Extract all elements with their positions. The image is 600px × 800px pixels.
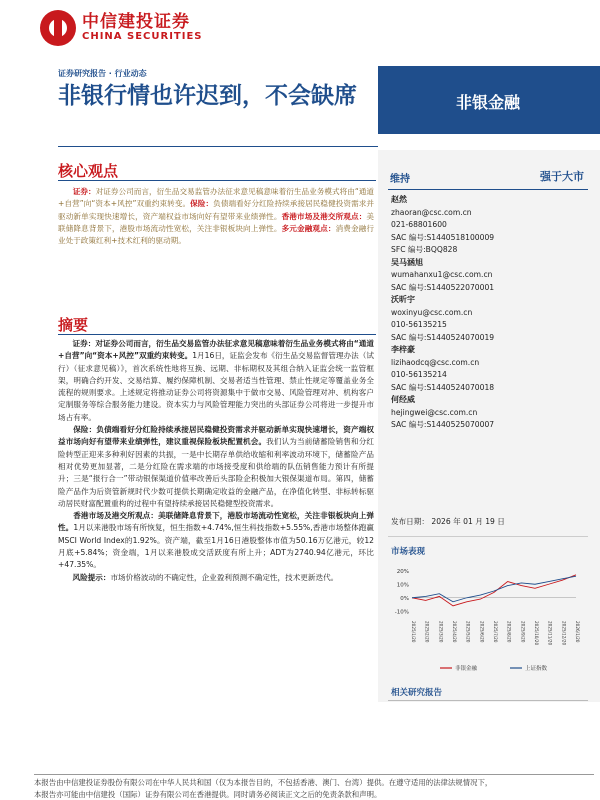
divider — [58, 334, 376, 335]
core-label-hk: 香港市场及港交所观点： — [281, 211, 367, 221]
analyst-name: 赵然 — [391, 195, 407, 204]
core-text-diversified: 消费金融行业处于政策红利+技术红利的驱动期。 — [58, 223, 375, 246]
x-tick-label: 2025/3/20 — [438, 621, 444, 643]
disclaimer-line: 本报告亦可能由中信建投（国际）证券有限公司在香港提供。同时请务必阅读正文之后的免责条款和声明。 — [34, 790, 382, 799]
core-label-diversified: 多元金融观点： — [281, 223, 336, 233]
y-tick-label: 20% — [396, 568, 409, 575]
market-performance-chart — [380, 556, 580, 676]
breadcrumb: 证券研究报告 · 行业动态 — [58, 69, 147, 78]
summary-insurance-lead: 保险：负债端看好分红险持续承接居民稳健投资需求并驱动新单实现快速增长，资产端权益市场向好有望带来业绩弹性，建议重视保险板块配置机会。 — [58, 425, 374, 447]
analyst-block — [391, 194, 591, 257]
summary-hk-text: 1月以来港股市场有所恢复，恒生指数+4.74%,恒生科技指数+5.55%,香港市场整体跑赢MSCI World Index的1.92%。资产端，截至1月16日港股整体市值为50.16万亿港元，较12月底+5.84%；资金端，1月以来港股成交活跃度有所上升；ADT为2740.94亿港元，环比+47.35%。 — [58, 523, 374, 570]
analyst-block — [391, 257, 591, 295]
analyst-phone: 010-56135215 — [391, 320, 447, 329]
core-views-heading: 核心观点 — [58, 162, 119, 180]
analyst-sac: SAC 编号:S1440524070018 — [391, 382, 495, 392]
core-views-body — [58, 186, 374, 247]
brand-logo — [40, 8, 240, 48]
x-tick-label: 2025/7/20 — [493, 621, 498, 643]
summary-risk-text: 市场价格波动的不确定性，企业盈利预测不确定性，技术更新迭代。 — [110, 572, 339, 582]
summary-insurance-text: 我们认为当前储蓄险销售和分红险转型正迎来多种利好因素的共振，一是中长期存单供给收缩和利率波动环境下，储蓄险产品相对优势更加显著，二是分红险在需求端的市场接受度和供给端的队伍销售能力预计有所提升；三是“报行合一”带动银保渠道价值率改善后头部险企积极加大银保渠道布局。第四，储蓄险产品作为后资管新规时代少数可提供长期确定收益的金融产品，在净值化转型、非标转标驱动居民财富配置重构的过程中有望持续承接居民稳健型投资需求。 — [58, 437, 374, 508]
core-text-securities: 对证券公司而言，衍生品交易监管办法征求意见稿意味着衍生品业务模式将由“通道+自营”向“资本+风控”双重约束转变。 — [58, 187, 375, 209]
rating-value: 强于大市 — [540, 170, 584, 183]
core-text-insurance: 负债端看好分红险持续承接居民稳健投资需求并驱动新单实现快速增长，资产端权益市场向好有望带来业绩弹性。 — [58, 199, 375, 221]
divider — [58, 180, 376, 181]
summary-risk-lead: 风险提示： — [72, 572, 111, 582]
x-tick-label: 2025/2/20 — [424, 621, 430, 643]
rating — [388, 166, 588, 190]
sector-label: 非银金融 — [456, 93, 521, 112]
analyst-sac: SAC 编号:S1440525070007 — [391, 420, 495, 429]
analyst-sac: SAC 编号:S1440518100009 — [391, 232, 495, 242]
summary-securities-text: 1月16日，证监会发布《衍生品交易监督管理办法（试行）（征求意见稿）》，首次系统性地将互换、远期、非标期权及其组合纳入证监会统一监管框架，明确合约开发、交易结算、履约保障机制、交易者适当性管理、禁止性规定等覆盖业务全流程的规则要求。上述规定将推动证券公司将资源集中于做市交易、风险管理对冲、机构客户定制服务等综合服务能力建设。资本实力与风险管理能力突出的头部证券公司将进一步提升市场占有率。 — [58, 351, 374, 422]
brand-name-en: CHINA SECURITIES — [82, 31, 203, 42]
analyst-email[interactable]: wumahanxu1@csc.com.cn — [391, 270, 493, 279]
analyst-name: 李梓豪 — [391, 345, 415, 354]
legend-label: 非银金融 — [455, 666, 478, 672]
x-tick-label: 2025/12/20 — [561, 621, 567, 646]
x-tick-label: 2025/1/20 — [411, 621, 416, 643]
x-tick-label: 2025/11/20 — [547, 621, 553, 646]
legend-label: 上证指数 — [525, 666, 548, 672]
core-text-hk: 美联储降息背景下，港股市场流动性宽松，关注非银板块向上弹性。 — [58, 211, 374, 233]
divider — [388, 700, 588, 701]
analyst-sfc: SFC 编号:BQQ828 — [391, 245, 458, 254]
analyst-block — [391, 294, 591, 344]
analyst-block — [391, 394, 591, 432]
x-tick-label: 2025/4/20 — [452, 621, 457, 643]
x-tick-label: 2025/9/20 — [520, 621, 526, 643]
y-tick-label: 0% — [400, 595, 409, 602]
x-tick-label: 2025/6/20 — [479, 621, 485, 643]
summary-body — [58, 338, 374, 584]
analyst-phone: 010-56135214 — [391, 370, 447, 379]
series-line — [412, 575, 576, 606]
analyst-sac: SAC 编号:S1440524070019 — [391, 332, 495, 342]
disclaimer-footer — [34, 774, 594, 800]
summary-securities-lead: 证券：对证券公司而言，衍生品交易监管办法征求意见稿意味着衍生品业务模式将由“通道+自营”向“资本+风控”双重约束转变。 — [58, 339, 374, 361]
divider — [58, 146, 378, 147]
market-chart-title: 市场表现 — [391, 547, 426, 557]
core-label-insurance: 保险： — [190, 199, 214, 209]
related-reports-heading: 相关研究报告 — [391, 688, 443, 698]
rating-action: 维持 — [390, 174, 410, 185]
analyst-phone: 021-68801600 — [391, 220, 447, 229]
analyst-name: 吴马涵旭 — [391, 257, 423, 267]
y-tick-label: -10% — [394, 609, 409, 616]
report-title: 非银行情也许迟到，不会缺席 — [58, 83, 357, 109]
divider — [388, 536, 588, 537]
core-label-securities: 证券： — [72, 187, 96, 196]
disclaimer-line: 本报告由中信建投证券股份有限公司在中华人民共和国（仅为本报告目的，不包括香港、澳门、台湾）提供。在遵守适用的法律法规情况下， — [34, 778, 493, 787]
sector-banner — [378, 66, 600, 134]
publish-date: 发布日期： 2026 年 01 月 19 日 — [391, 517, 505, 526]
brand-name-cn: 中信建投证券 — [82, 12, 190, 32]
x-tick-label: 2025/8/20 — [506, 621, 512, 643]
analyst-email[interactable]: hejingwei@csc.com.cn — [391, 407, 478, 417]
analyst-block — [391, 344, 591, 394]
analyst-sac: SAC 编号:S1440522070001 — [391, 282, 495, 292]
x-tick-label: 2026/1/20 — [575, 621, 580, 643]
x-tick-label: 2025/5/20 — [465, 621, 471, 643]
analyst-list — [391, 194, 591, 432]
analyst-email[interactable]: lizihaodcq@csc.com.cn — [391, 357, 480, 367]
analyst-email[interactable]: zhaoran@csc.com.cn — [391, 207, 472, 217]
analyst-name: 何经威 — [391, 395, 415, 404]
summary-heading: 摘要 — [58, 316, 89, 334]
brand-logo-icon — [40, 10, 76, 46]
summary-hk-lead: 香港市场及港交所观点：美联储降息背景下，港股市场流动性宽松，关注非银板块向上弹性。 — [58, 511, 374, 533]
analyst-name: 沃昕宇 — [391, 295, 415, 304]
analyst-email[interactable]: woxinyu@csc.com.cn — [391, 307, 473, 317]
x-tick-label: 2025/10/20 — [534, 621, 539, 646]
y-tick-label: 10% — [396, 582, 409, 589]
